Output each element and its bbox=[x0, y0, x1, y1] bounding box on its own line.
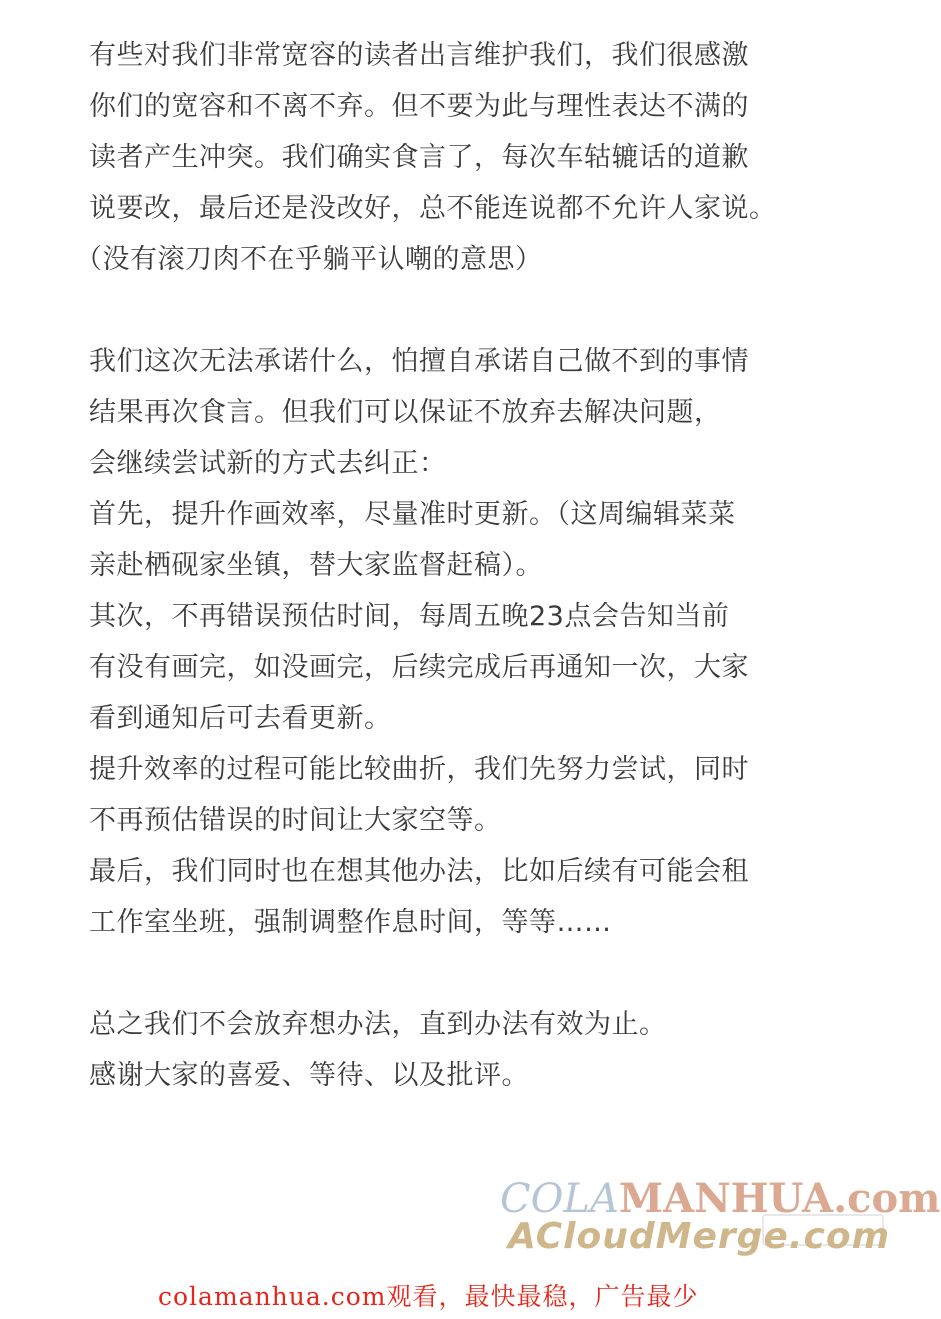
paragraph-gap bbox=[89, 948, 889, 999]
text-line: 首先，提升作画效率，尽量准时更新。（这周编辑菜菜 bbox=[89, 499, 736, 530]
text-line: 提升效率的过程可能比较曲折，我们先努力尝试，同时 bbox=[89, 754, 749, 785]
site-watermark bbox=[500, 1175, 941, 1266]
text-line: 结果再次食言。但我们可以保证不放弃去解决问题， bbox=[89, 397, 722, 428]
notice-text bbox=[75, 30, 889, 1101]
text-line: 其次，不再错误预估时间，每周五晚23点会告知当前 bbox=[89, 601, 730, 632]
watermark-acloudmerge: ACloudMerge.com bbox=[508, 1216, 891, 1257]
footer-ad-text: colamanhua.com观看，最快最稳，广告最少 bbox=[158, 1282, 699, 1311]
text-line: 感谢大家的喜爱、等待、以及批评。 bbox=[89, 1060, 529, 1091]
text-line: 亲赴栖砚家坐镇，替大家监督赶稿）。 bbox=[89, 550, 543, 581]
paragraph-gap bbox=[89, 285, 889, 336]
text-line: 不再预估错误的时间让大家空等。 bbox=[89, 805, 502, 836]
text-line: 有没有画完，如没画完，后续完成后再通知一次，大家 bbox=[89, 652, 749, 683]
text-line: 有些对我们非常宽容的读者出言维护我们，我们很感激 bbox=[89, 40, 749, 71]
text-line: 总之我们不会放弃想办法，直到办法有效为止。 bbox=[89, 1009, 667, 1040]
text-line: （没有滚刀肉不在乎躺平认嘲的意思） bbox=[75, 244, 543, 275]
text-line: 我们这次无法承诺什么，怕擅自承诺自己做不到的事情 bbox=[89, 346, 749, 377]
text-line: 你们的宽容和不离不弃。但不要为此与理性表达不满的 bbox=[89, 91, 749, 122]
text-line: 说要改，最后还是没改好，总不能连说都不允许人家说。 bbox=[89, 193, 777, 224]
text-line: 看到通知后可去看更新。 bbox=[89, 703, 392, 734]
text-line: 会继续尝试新的方式去纠正： bbox=[89, 448, 447, 479]
text-line: 读者产生冲突。我们确实食言了，每次车轱辘话的道歉 bbox=[89, 142, 749, 173]
text-line: 最后，我们同时也在想其他办法，比如后续有可能会租 bbox=[89, 856, 749, 887]
text-line: 工作室坐班，强制调整作息时间，等等…… bbox=[89, 907, 612, 938]
watermark-part-manhua: MANHUA.com bbox=[618, 1175, 941, 1222]
watermark-part-cola: COLA bbox=[500, 1176, 619, 1222]
